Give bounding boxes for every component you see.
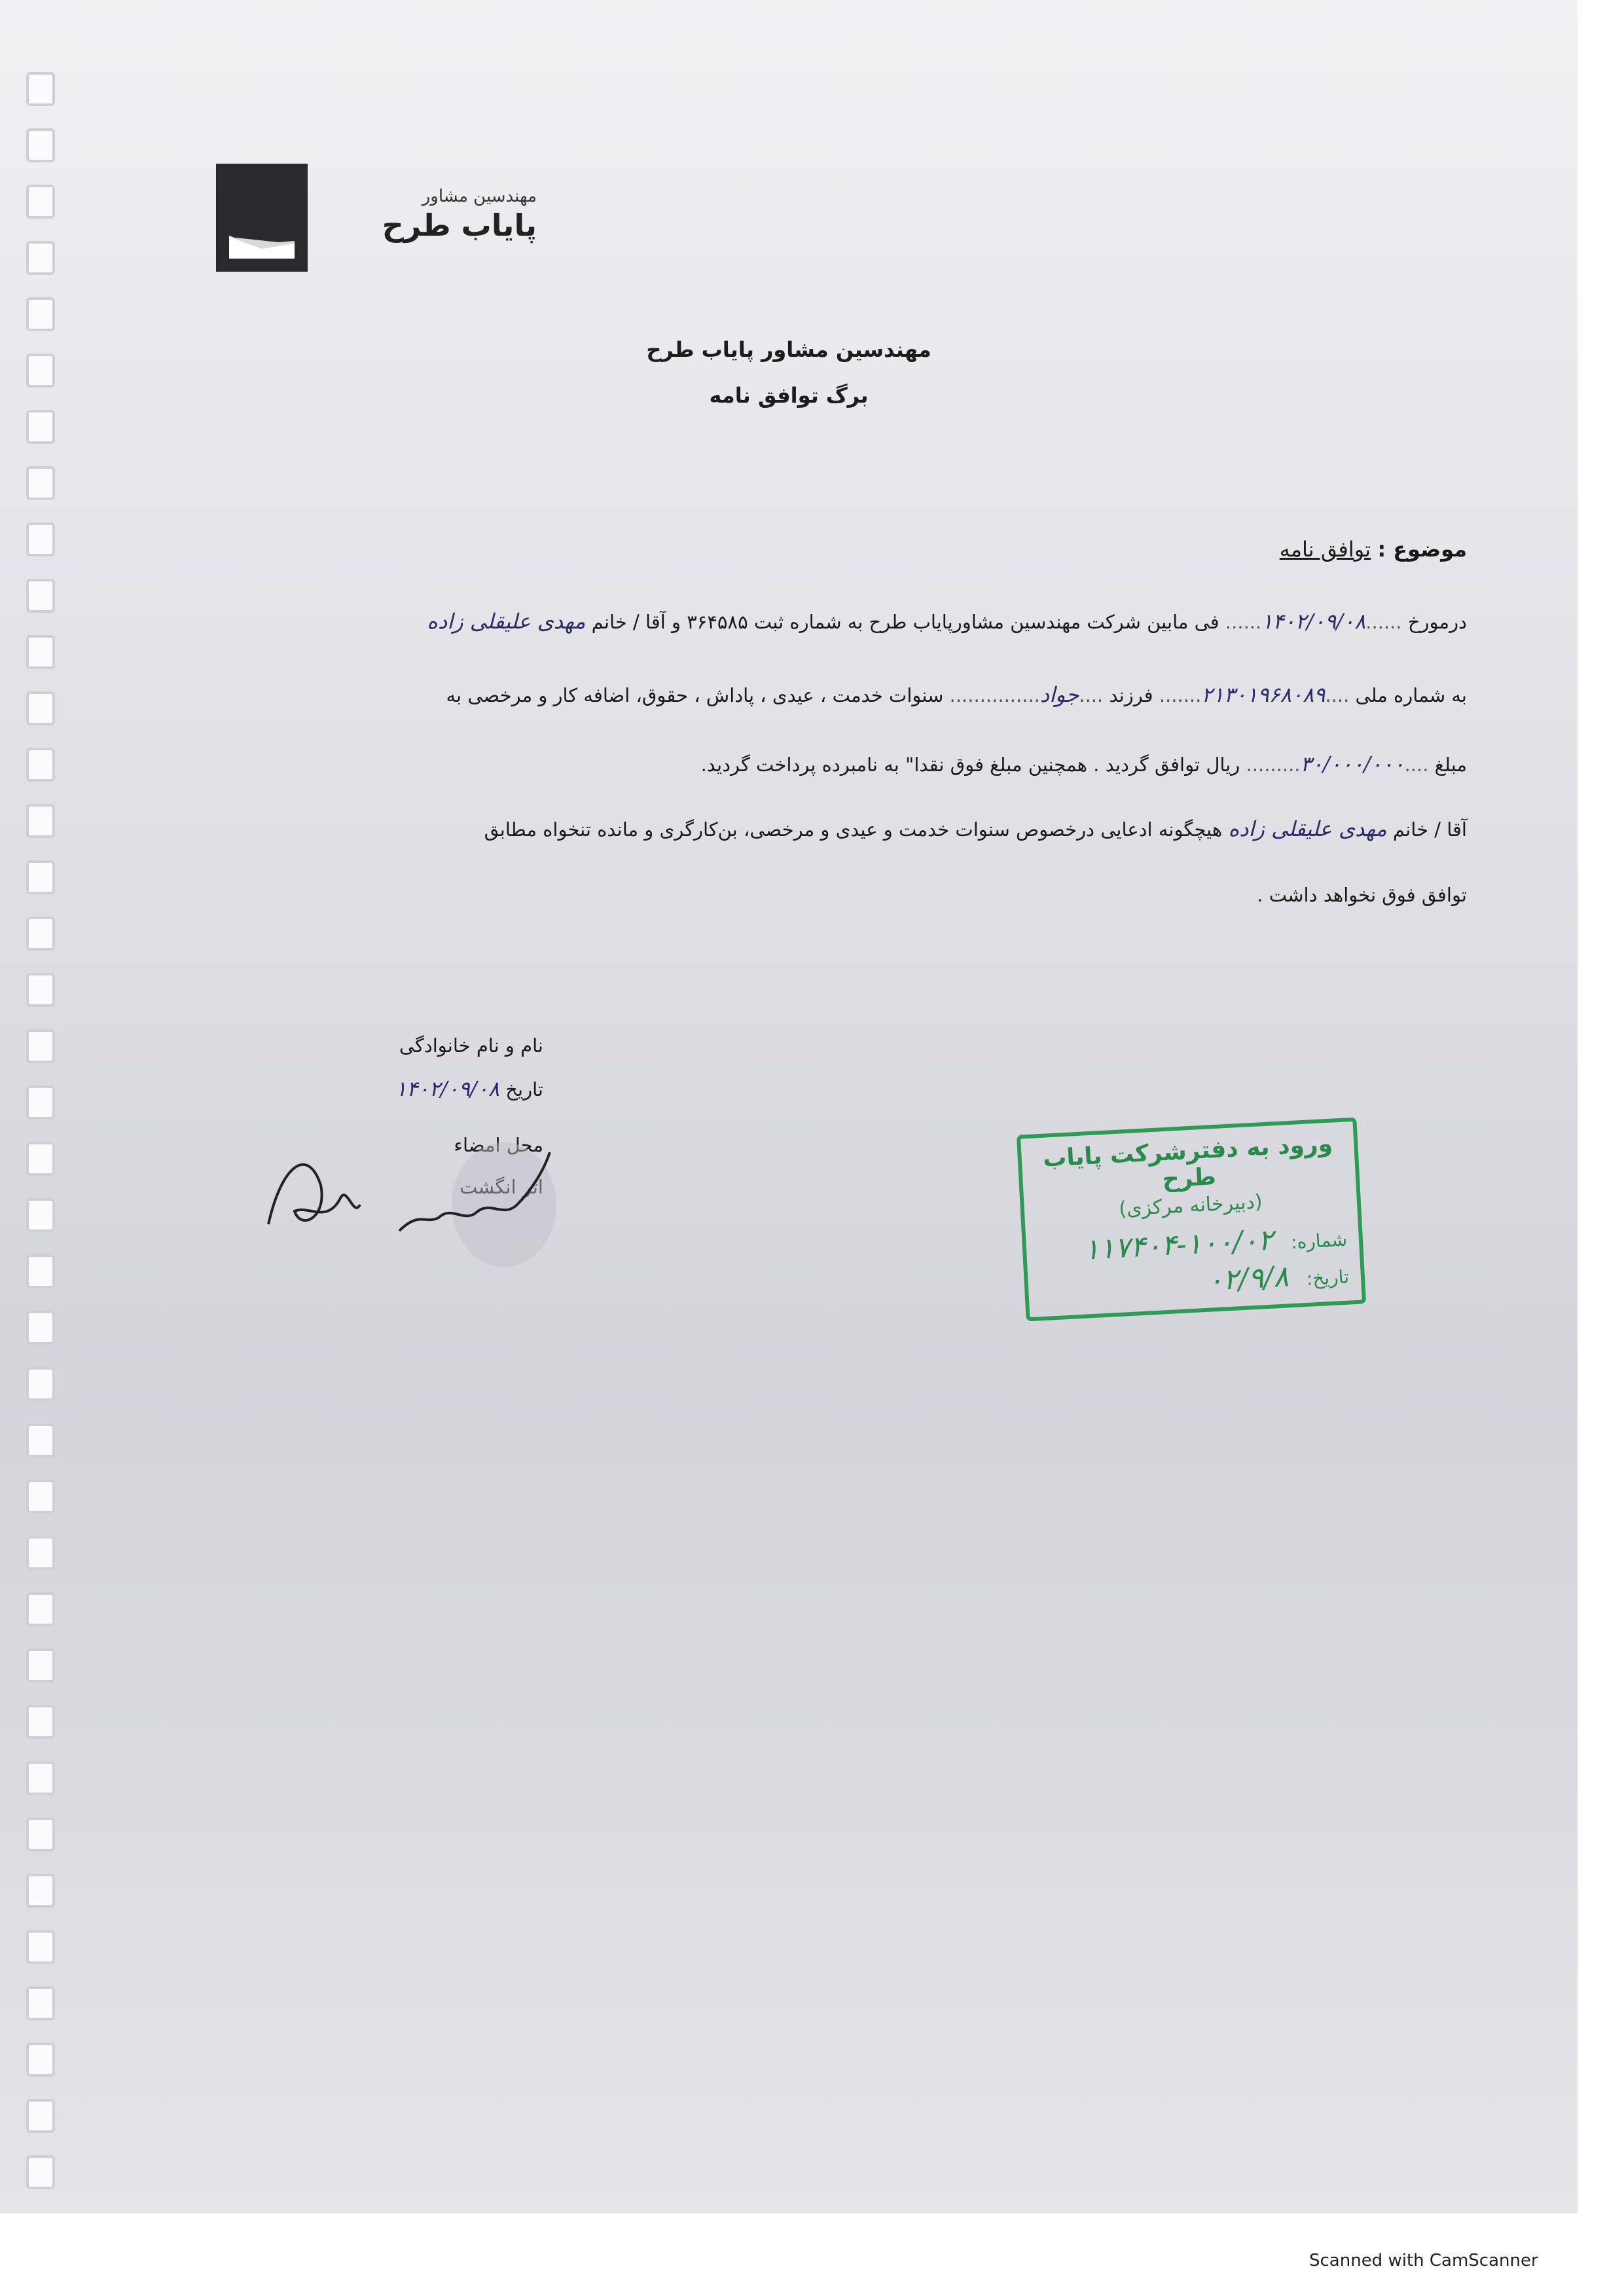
company-logo-text [340, 187, 537, 243]
scanner-watermark: Scanned with CamScanner [1309, 2251, 1538, 2270]
subject-value: توافق نامه [1279, 537, 1371, 562]
binding-hole [26, 1029, 55, 1063]
binding-hole [26, 1536, 55, 1570]
registration-stamp [1017, 1118, 1366, 1322]
date-value: ۱۴۰۲/۰۹/۰۸ [395, 1076, 500, 1101]
p1-name: مهدی علیقلی زاده [427, 609, 586, 634]
binding-hole [26, 128, 55, 162]
logo-subtitle: مهندسین مشاور [422, 187, 537, 206]
binding-hole [26, 241, 55, 275]
p1-mid: فی مابین شرکت مهندسین مشاورپایاب طرح به شماره ثبت ۳۶۴۵۸۵ و آقا / خانم [591, 611, 1219, 633]
binding-hole [26, 410, 55, 444]
binding-hole [26, 1930, 55, 1964]
stamp-title: ورود به دفترشرکت پایاب طرح [1042, 1130, 1333, 1194]
binding-hole [26, 860, 55, 894]
binding-hole [26, 1085, 55, 1120]
binding-hole [26, 1198, 55, 1232]
binding-hole [26, 2099, 55, 2133]
binding-hole [26, 466, 55, 500]
binding-hole [26, 1592, 55, 1626]
binding-hole [26, 2043, 55, 2077]
binding-hole [26, 748, 55, 782]
p3-start: مبلغ [1434, 754, 1467, 776]
stamp-number-label: شماره: [1290, 1228, 1348, 1254]
stamp-subtitle: (دبیرخانه مرکزی) [1118, 1190, 1263, 1221]
subject-label: موضوع : [1377, 537, 1467, 562]
p1-date: ۱۴۰۲/۰۹/۰۸ [1261, 609, 1366, 634]
date-label: تاریخ [505, 1078, 543, 1101]
binding-hole [26, 973, 55, 1007]
binding-hole [26, 579, 55, 613]
paragraph-2: به شماره ملی ....۲۱۳۰۱۹۶۸۰۸۹....... فرزند ....جواد............... سنوات خدمت ، عیدی ، پاداش ، حقوق، اضافه کار و مرخصی به [446, 682, 1467, 707]
thumb-label: اثر انگشت [460, 1176, 543, 1198]
binding-hole [26, 1423, 55, 1457]
paragraph-5: توافق فوق نخواهد داشت . [1257, 884, 1467, 906]
binding-hole [26, 1986, 55, 2020]
company-logo-icon [216, 164, 308, 272]
binding-hole [26, 1142, 55, 1176]
paragraph-4 [204, 816, 1467, 841]
name-label: نام و نام خانوادگی [399, 1034, 543, 1057]
stamp-number-value: ۱۰۰/۰۲-۱۱۷۴۰۴ [1083, 1223, 1274, 1267]
paragraph-1: درمورخ ......۱۴۰۲/۰۹/۰۸...... فی مابین شرکت مهندسین مشاورپایاب طرح به شماره ثبت ۳۶۴۵۸۵ و آقا / خانم مهدی علیقلی زاده [427, 609, 1467, 634]
fingerprint-mark [452, 1142, 556, 1267]
binding-hole [26, 1480, 55, 1514]
binding-hole [26, 1311, 55, 1345]
binding-hole [26, 297, 55, 331]
handwritten-signature [255, 1126, 596, 1283]
binding-hole [26, 917, 55, 951]
binding-hole [26, 1649, 55, 1683]
p2-national-id: ۲۱۳۰۱۹۶۸۰۸۹ [1201, 682, 1326, 707]
p2-child: فرزند [1109, 684, 1153, 706]
p2-start: به شماره ملی [1355, 684, 1467, 706]
p4-end: هیچگونه ادعایی درخصوص سنوات خدمت و عیدی و مرخصی، بن‌کارگری و مانده تنخواه مطابق [484, 818, 1223, 841]
date-line [229, 1076, 543, 1101]
binding-hole [26, 635, 55, 669]
logo-title: پایاب طرح [382, 208, 537, 243]
binding-hole [26, 72, 55, 106]
stamp-date-value: ۰۲/۹/۸ [1206, 1260, 1290, 1298]
binding-hole [26, 1705, 55, 1739]
paragraph-3: مبلغ ....۳۰/۰۰۰/۰۰۰......... ریال توافق گردید . همچنین مبلغ فوق نقدا" به نامبرده پرداخت گردید. [700, 752, 1467, 776]
p2-father: جواد [1039, 682, 1079, 707]
binding-hole [26, 1367, 55, 1401]
binding-hole [26, 804, 55, 838]
binding-hole [26, 1761, 55, 1795]
stamp-date-label: تاریخ: [1305, 1266, 1350, 1290]
p4-name: مهدی علیقلی زاده [1228, 816, 1387, 841]
subject-line [1280, 537, 1467, 562]
binding-hole [26, 185, 55, 219]
p1-start: درمورخ [1407, 611, 1467, 633]
p3-amount: ۳۰/۰۰۰/۰۰۰ [1300, 752, 1405, 776]
binding-hole [26, 1254, 55, 1288]
binding-hole [26, 691, 55, 725]
binding-hole [26, 522, 55, 556]
binding-hole [26, 2155, 55, 2189]
p3-end: ریال توافق گردید . همچنین مبلغ فوق نقدا" به نامبرده پرداخت گردید. [700, 754, 1240, 776]
p4-start: آقا / خانم [1392, 818, 1467, 841]
document-heading: مهندسین مشاور پایاب طرح [646, 337, 931, 362]
binding-hole [26, 1874, 55, 1908]
sign-label: محل امضاء [454, 1134, 543, 1156]
p2-end: سنوات خدمت ، عیدی ، پاداش ، حقوق، اضافه کار و مرخصی به [446, 684, 944, 706]
binding-hole [26, 1817, 55, 1851]
document-subheading: برگ توافق نامه [709, 383, 869, 408]
